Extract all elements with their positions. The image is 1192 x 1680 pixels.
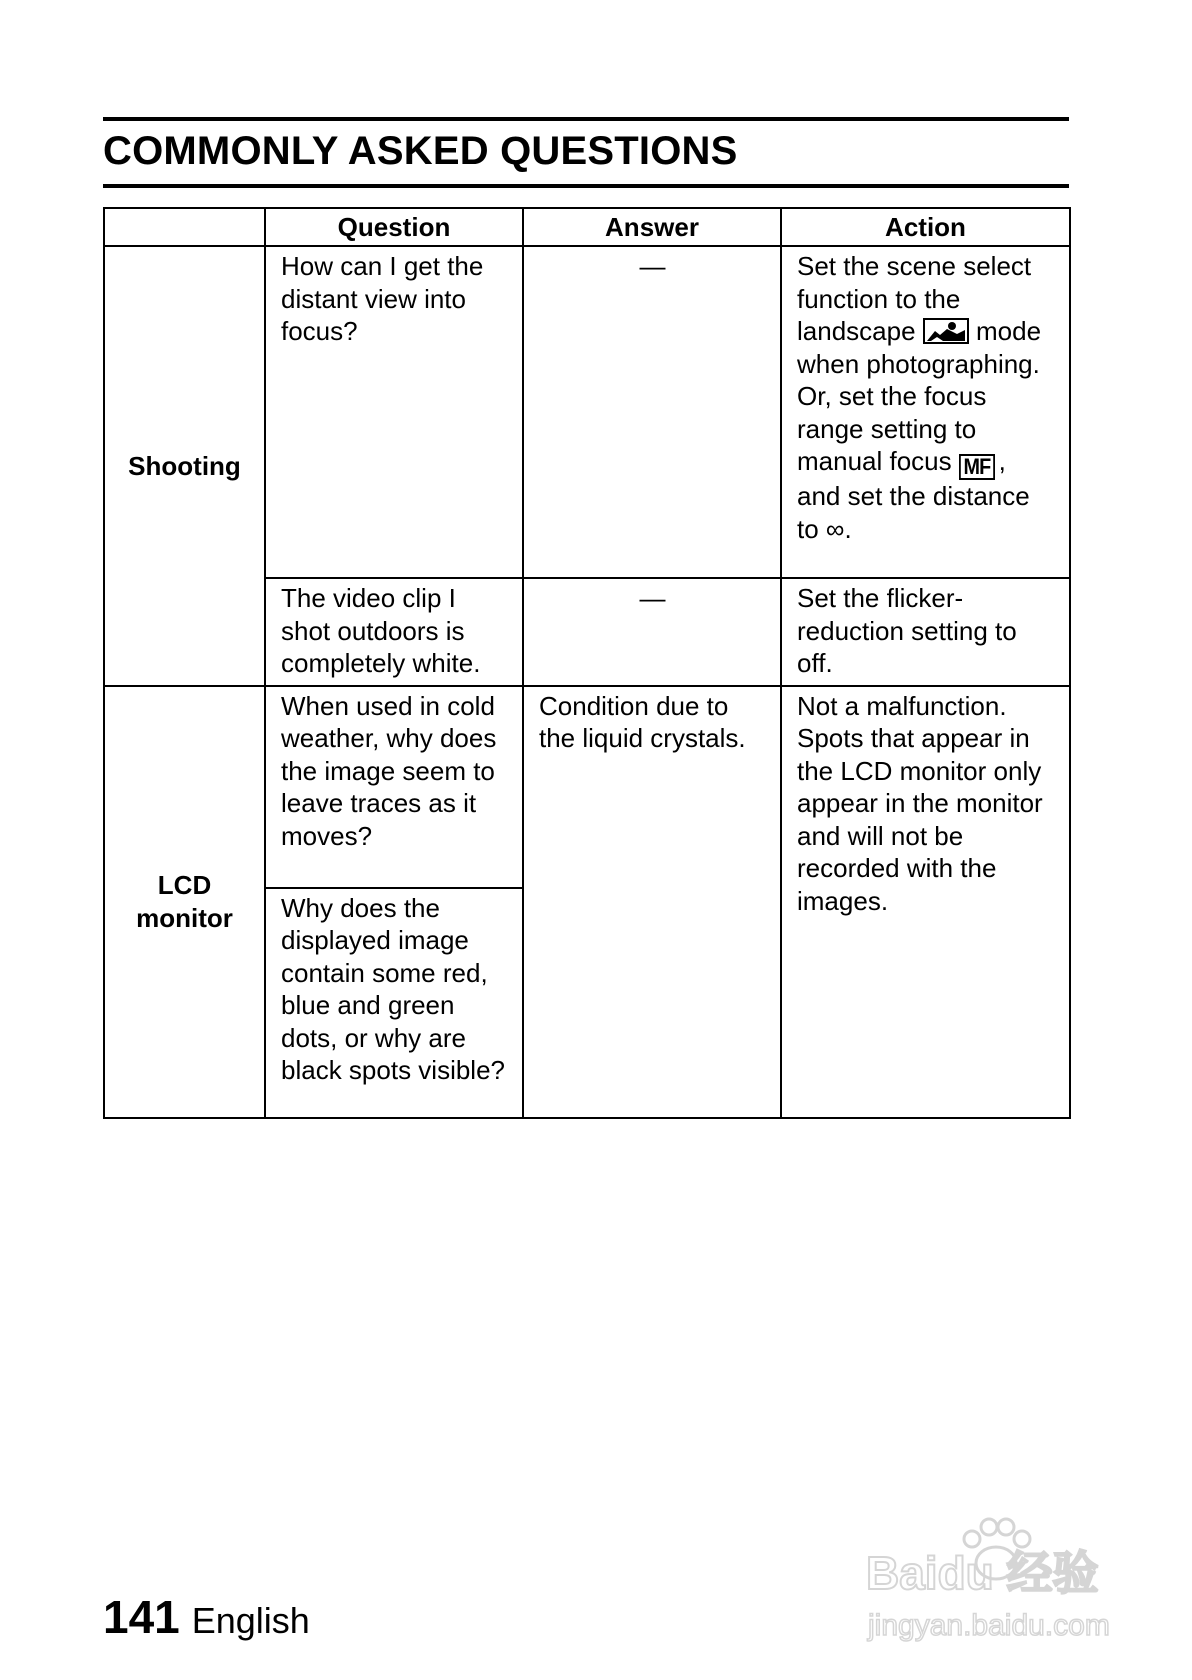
answer-cell: Condition due to the liquid crystals. [523, 686, 781, 1118]
category-shooting: Shooting [104, 246, 265, 686]
action-cell [781, 246, 1070, 578]
category-lcd-monitor [104, 686, 265, 1118]
faq-table [103, 207, 1071, 1119]
page-number: 141 [103, 1591, 180, 1643]
question-cell: Why does the displayed image contain some red, blue and green dots, or why are black spots visible? [265, 888, 523, 1118]
header-action: Action [781, 208, 1070, 246]
title-rule-top [103, 117, 1069, 121]
answer-cell: — [523, 246, 781, 578]
action-text: mode when photographing. Or, set the focus range setting to manual focus [797, 316, 1042, 476]
header-answer: Answer [523, 208, 781, 246]
question-cell: When used in cold weather, why does the image seem to leave traces as it moves? [265, 686, 523, 888]
watermark-url: jingyan.baidu.com [868, 1609, 1110, 1642]
answer-cell: — [523, 578, 781, 686]
question-cell: How can I get the distant view into focus? [265, 246, 523, 578]
category-lcd-label: LCD monitor [136, 870, 233, 933]
action-cell: Set the flicker-reduction setting to off. [781, 578, 1070, 686]
page-language: English [191, 1600, 310, 1641]
table-row [104, 686, 1070, 888]
header-category [104, 208, 265, 246]
title-rule-bottom [103, 184, 1069, 188]
header-question: Question [265, 208, 523, 246]
baidu-watermark [846, 1505, 1146, 1655]
page-footer [103, 1590, 310, 1644]
landscape-mode-icon [923, 318, 969, 344]
action-text: Set the scene select function to the landscape [797, 251, 1032, 346]
question-cell: The video clip I shot outdoors is completely white. [265, 578, 523, 686]
action-text: , and set the distance to ∞. [797, 446, 1030, 544]
manual-focus-icon: MF [959, 454, 995, 480]
watermark-brand: Baidu 经验 [866, 1547, 1099, 1599]
action-cell: Not a malfunction. Spots that appear in the LCD monitor only appear in the monitor and will not be recorded with the images. [781, 686, 1070, 1118]
page-title: COMMONLY ASKED QUESTIONS [103, 129, 738, 173]
table-row [104, 246, 1070, 578]
table-header-row [104, 208, 1070, 246]
